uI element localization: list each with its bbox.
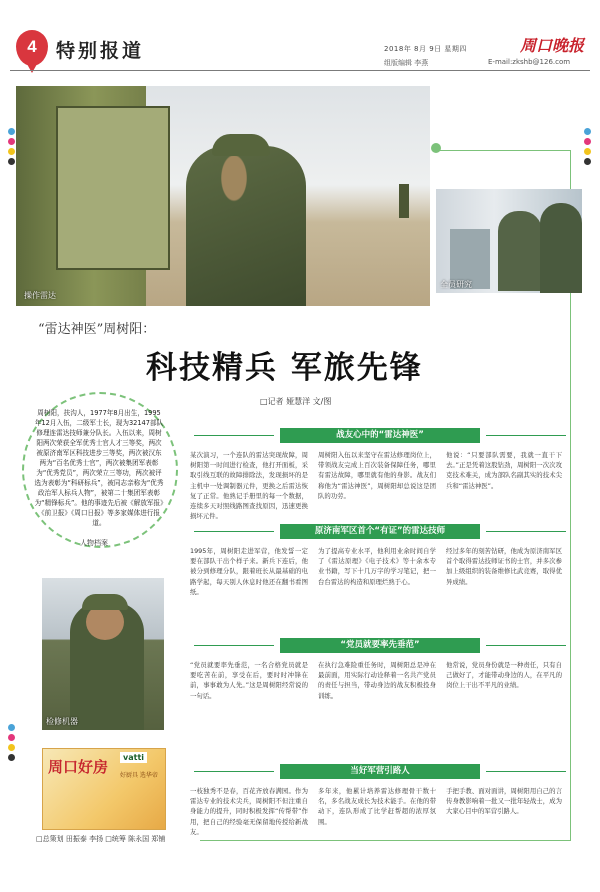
page-number-badge: 4 [16,30,48,66]
newspaper-logo: 周口晚报 [520,36,585,55]
headline-title: 科技精兵 军旅先锋 [146,350,423,386]
left-photo [42,578,164,730]
green-rule-bottom [200,840,571,841]
color-dots-left-bottom [8,724,15,761]
date-line: 2018年 8月 9日 星期四 [384,45,467,53]
section-4-col-3: 手把手教、面对面讲，周树阳用自己的言传身教影响着一批又一批年轻战士，成为大家心目中的军营引路人。 [446,787,562,816]
ad-logo: vatti [120,752,147,763]
left-photo-caption: 检修机器 [46,717,78,726]
section-1-col-2: 周树阳入伍以来坚守在雷达修理岗位上，带领战友完成上百次装备保障任务，哪里有雷达故障，哪里就有他的身影。战友们称他为“雷达神医”，周树阳却总说这是团队的功劳。 [318,451,436,500]
right-photo-caption: 全员研究 [440,280,472,289]
section-bar-1: 战友心中的“雷达神医” [280,428,480,443]
main-photo [16,86,430,306]
color-dots-left [8,128,15,165]
color-dots-right [584,128,591,165]
headline-kicker: “雷达神医”周树阳： [38,322,156,337]
main-photo-caption: 操作雷达 [24,291,56,300]
right-photo [436,189,582,293]
section-bar-4: 当好军营引路人 [280,764,480,779]
section-1-col-1: 某次演习，一个连队的雷达突现故障，周树阳第一时间进行检查，他打开面板，采取引线互联的故障排除法，发现损坏的是主机中一处调制器元件，更换之后雷达恢复了正常。他熟记手册里的每一个数据，连续多天对照线路图查找原因，迅速更换损坏元件。 [190,451,308,521]
section-2-col-2: 为了提高专业水平，他利用业余时间自学了《雷达原理》《电子技术》等十余本专业书籍，写下十几万字的学习笔记，把一台台雷达的构造和原理烂熟于心。 [318,547,436,586]
green-dot [431,143,441,153]
section-3-col-2: 在执行急难险重任务时，周树阳总是冲在最前面，用实际行动诠释着一名共产党员的责任与担当，带动身边的战友积极投身训练。 [318,661,436,700]
credit-line: □总策划 田振泰 李扬 □统筹 陈永国 郑铺 [36,835,166,843]
section-4-col-1: 一枝独秀不是春，百花齐放春满园。作为雷达专业的技术尖兵，周树阳不但注重自身能力的提升，同时积极发挥“传帮带”作用，把自己的经验毫无保留地传授给新战友。 [190,787,308,836]
header-divider [10,70,590,71]
section-bar-3: “党员就要率先垂范” [280,638,480,653]
green-rule-top [436,150,570,151]
byline: □记者 娅慧洋 文/图 [260,397,332,406]
section-3-col-1: “党员就要率先垂范，一名合格党员就是要吃苦在前，享受在后，要时时冲锋在前，事事敢为人先。”这是周树阳经常说的一句话。 [190,661,308,700]
ad-title: 周口好房 [48,758,109,776]
section-bar-2: 原济南军区首个“有证”的雷达技师 [280,524,480,539]
section-title: 特别报道 [56,40,145,62]
section-2-col-1: 1995年，周树阳走进军营，他发誓一定要在部队干出个样子来。新兵下连后，他被分到修理分队，跟着班长从最基础的电路学起，每天别人休息时他还在翻书看图纸。 [190,547,308,596]
ad-slogan: 好厨具 选华帝 [120,772,158,779]
profile-text: 周树阳，扶沟人，1977年8月出生，1995年12月入伍，二级军士长，现为32147部队修理连雷达技师兼分队长。入伍以来，周树阳两次荣获全军优秀士官人才三等奖，两次被原济南军区科技进步三等奖，两次被汉东两为“百名优秀士官”，两次被集团军表彰为“优秀党员”，两次荣立三等功，两次被评选为表彰为“科研标兵”，被同志亲称为“优秀政治军人标兵人物”，被第二十集团军表彰为“精锋标兵”。他的事迹先后被《解放军报》《前卫报》《周口日报》等多家媒体进行报道。 [34,409,164,527]
email-line: E-mail:zkshb@126.com [488,58,571,66]
section-2-col-3: 经过多年的刻苦钻研，他成为原济南军区首个取得雷达技师证书的士官，并多次参加上级组织的装备维修比武竞赛，取得优异成绩。 [446,547,562,586]
profile-tag: 人物档案 [80,539,108,547]
section-4-col-2: 多年来，他累计培养雷达修理骨干数十名，多名战友成长为技术能手。在他的带动下，连队形成了比学赶帮超的浓厚氛围。 [318,787,436,826]
section-3-col-3: 他常说，党员身份就是一种责任，只有自己做好了，才能带动身边的人，在平凡的岗位上干出不平凡的业绩。 [446,661,562,690]
editor-line: 组版编辑 李燕 [384,59,429,67]
section-1-col-3: 他说：“只要部队需要，我就一直干下去。”正是凭着这股钻劲，周树阳一次次攻克技术难关，成为部队名副其实的技术尖兵和“雷达神医”。 [446,451,562,490]
